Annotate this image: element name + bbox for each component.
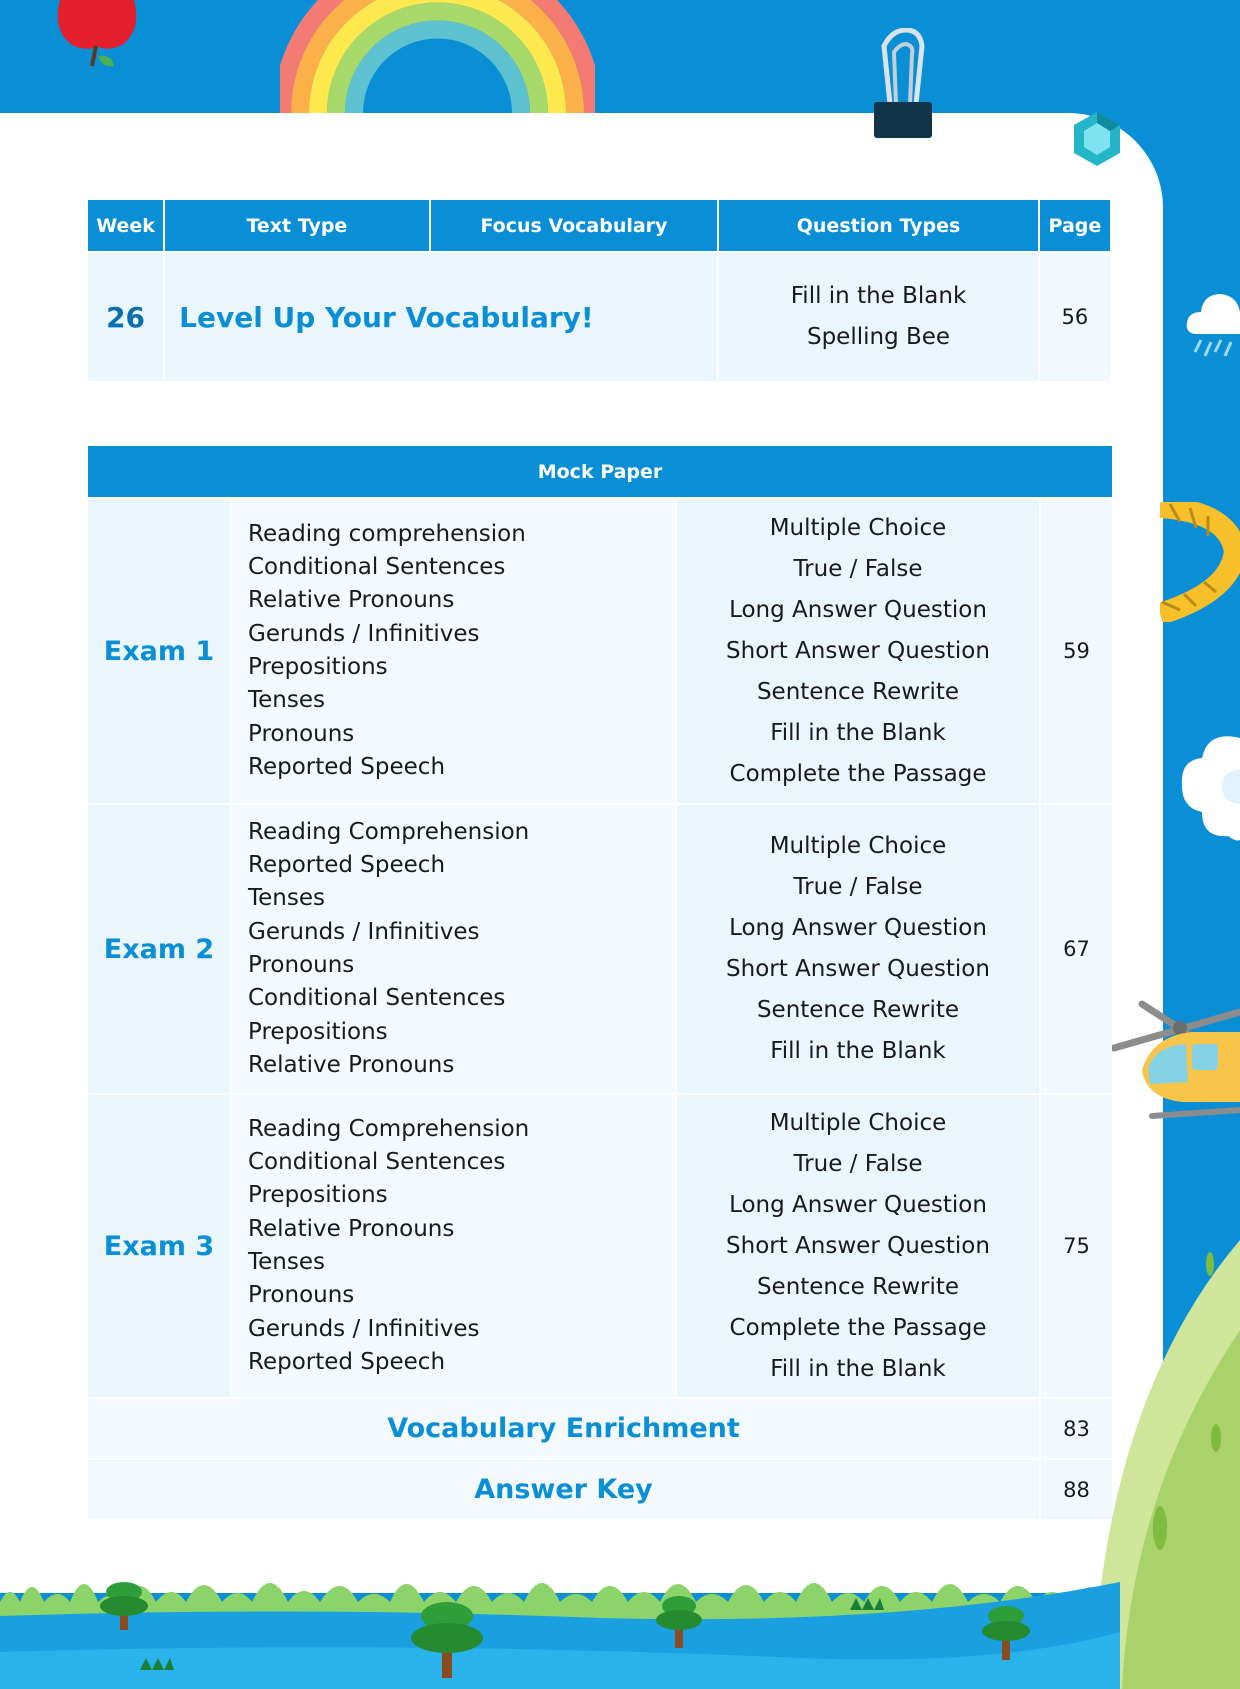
question-type: Long Answer Question xyxy=(729,915,987,941)
exam-name: Exam 3 xyxy=(88,1095,230,1397)
question-type: Multiple Choice xyxy=(769,514,947,541)
exam-question-types xyxy=(677,1095,1039,1397)
topic: Conditional Sentences xyxy=(248,554,506,581)
question-type: Fill in the Blank xyxy=(770,719,946,746)
topic: Reading comprehension xyxy=(248,520,526,547)
table-row xyxy=(88,253,1110,381)
week-number: 26 xyxy=(88,253,163,381)
rain-cloud-icon xyxy=(1185,282,1240,362)
question-type: Complete the Passage xyxy=(729,760,987,787)
topic: Relative Pronouns xyxy=(248,587,455,614)
tree-icon xyxy=(980,1602,1032,1660)
exam-page: 59 xyxy=(1041,499,1112,803)
exam-name: Exam 1 xyxy=(88,499,230,803)
exam-topics xyxy=(232,805,675,1093)
week-table xyxy=(86,198,1112,383)
question-type: Fill in the Blank xyxy=(770,1038,946,1064)
topic: Pronouns xyxy=(248,952,355,978)
topic: Gerunds / Infinitives xyxy=(248,1315,480,1342)
table-row xyxy=(88,1460,1112,1519)
exam-topics xyxy=(232,1095,675,1397)
question-type: True / False xyxy=(793,874,923,900)
grass-icon xyxy=(0,1562,1120,1689)
week-question-types xyxy=(719,253,1038,381)
topic: Relative Pronouns xyxy=(248,1051,455,1078)
topic: Conditional Sentences xyxy=(248,985,506,1012)
answer-key-title: Answer Key xyxy=(88,1460,1039,1519)
exam-question-types xyxy=(677,499,1039,803)
question-type: True / False xyxy=(793,555,923,582)
question-type: Sentence Rewrite xyxy=(756,678,960,705)
topic: Reading Comprehension xyxy=(248,818,530,845)
table-row xyxy=(88,499,1112,803)
topic: Conditional Sentences xyxy=(248,1149,506,1176)
header-page: Page xyxy=(1040,200,1110,251)
topic: Prepositions xyxy=(248,1018,388,1045)
vocabulary-enrichment-title: Vocabulary Enrichment xyxy=(88,1399,1039,1458)
topic: Gerunds / Infinitives xyxy=(248,918,480,945)
question-type: Multiple Choice xyxy=(769,833,947,859)
question-type: True / False xyxy=(793,1150,923,1177)
question-type: Sentence Rewrite xyxy=(756,997,960,1023)
question-type: Long Answer Question xyxy=(729,1191,987,1218)
topic: Relative Pronouns xyxy=(248,1215,455,1242)
header-week: Week xyxy=(88,200,163,251)
topic: Pronouns xyxy=(248,1282,355,1309)
topic: Gerunds / Infinitives xyxy=(248,620,480,647)
exam-page: 67 xyxy=(1041,805,1112,1093)
topic: Tenses xyxy=(248,1249,325,1275)
swirl-icon xyxy=(1160,502,1240,622)
question-type: Fill in the Blank xyxy=(770,1355,946,1382)
topic: Reported Speech xyxy=(248,1348,446,1375)
question-type: Multiple Choice xyxy=(769,1109,947,1136)
tree-icon xyxy=(654,1592,704,1648)
question-type: Short Answer Question xyxy=(726,637,990,664)
topic: Prepositions xyxy=(248,654,388,680)
question-type: Spelling Bee xyxy=(806,324,951,350)
exam-question-types xyxy=(677,805,1039,1093)
cloud-icon xyxy=(1178,730,1240,845)
topic: Tenses xyxy=(248,687,325,714)
question-type: Long Answer Question xyxy=(729,596,987,623)
topic: Pronouns xyxy=(248,720,355,747)
table-row xyxy=(88,1095,1112,1397)
mock-paper-table xyxy=(86,444,1114,1521)
apple-icon xyxy=(52,0,142,72)
header-question-types: Question Types xyxy=(719,200,1038,251)
question-type: Fill in the Blank xyxy=(790,283,967,309)
mock-paper-header: Mock Paper xyxy=(88,446,1112,497)
question-type: Short Answer Question xyxy=(726,956,990,982)
question-type: Short Answer Question xyxy=(726,1232,990,1259)
topic: Reading Comprehension xyxy=(248,1115,530,1142)
exam-page: 75 xyxy=(1041,1095,1112,1397)
topic: Prepositions xyxy=(248,1182,388,1209)
week-table-header xyxy=(88,200,1110,251)
binder-clip-icon xyxy=(872,28,934,140)
table-row xyxy=(88,1399,1112,1458)
topic: Reported Speech xyxy=(248,753,446,780)
week-page: 56 xyxy=(1040,253,1110,381)
header-focus-vocabulary: Focus Vocabulary xyxy=(431,200,718,251)
week-title: Level Up Your Vocabulary! xyxy=(165,253,717,381)
topic: Reported Speech xyxy=(248,852,446,879)
vocabulary-enrichment-page: 83 xyxy=(1041,1399,1112,1458)
exam-topics xyxy=(232,499,675,803)
question-type: Sentence Rewrite xyxy=(756,1273,960,1300)
exam-name: Exam 2 xyxy=(88,805,230,1093)
tree-icon xyxy=(408,1600,486,1678)
tree-icon xyxy=(98,1578,150,1630)
gem-icon xyxy=(1072,110,1122,168)
table-row xyxy=(88,805,1112,1093)
rainbow-icon xyxy=(280,0,595,113)
helicopter-icon xyxy=(1112,998,1240,1128)
answer-key-page: 88 xyxy=(1041,1460,1112,1519)
header-text-type: Text Type xyxy=(165,200,429,251)
question-type: Complete the Passage xyxy=(729,1314,987,1341)
topic: Tenses xyxy=(248,885,325,912)
